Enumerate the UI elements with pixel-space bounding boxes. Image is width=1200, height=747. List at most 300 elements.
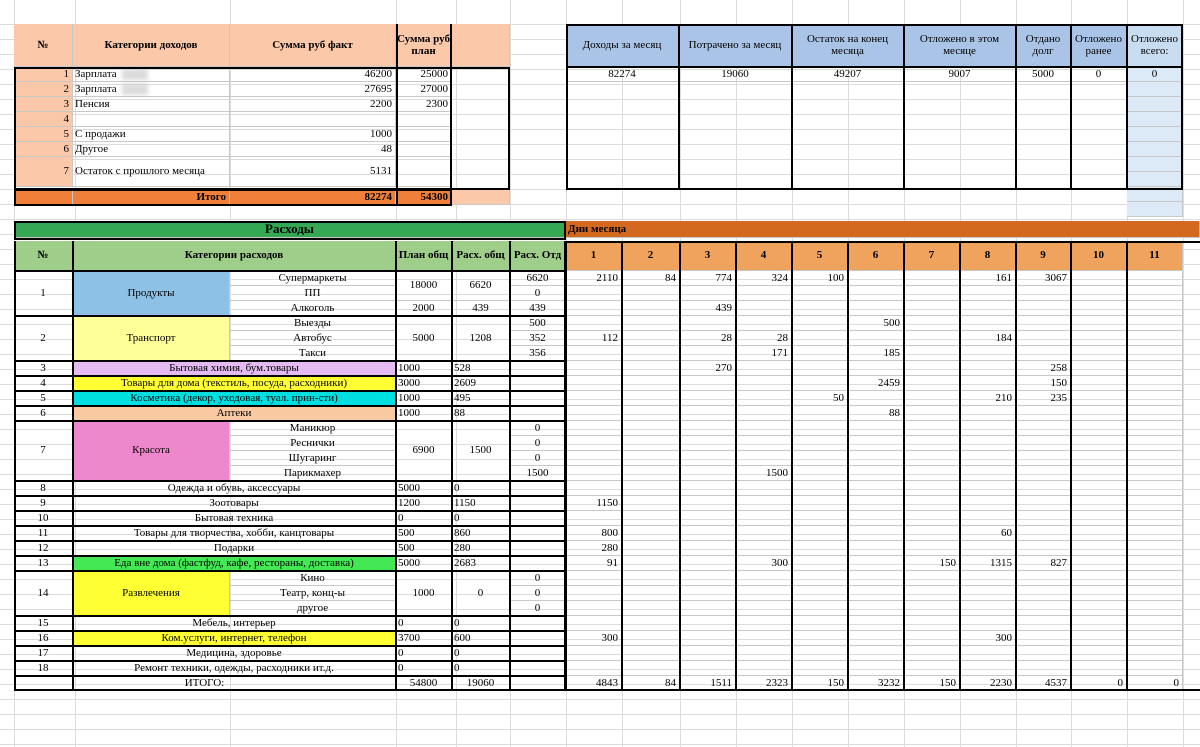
day-cell[interactable] <box>1127 316 1183 331</box>
day-cell[interactable] <box>736 316 792 331</box>
day-cell[interactable] <box>848 436 904 451</box>
day-cell[interactable] <box>904 631 960 646</box>
day-cell[interactable] <box>1071 466 1127 481</box>
day-cell[interactable] <box>736 421 792 436</box>
day-cell[interactable] <box>960 631 1016 646</box>
expense-category[interactable] <box>73 616 396 631</box>
day-cell[interactable] <box>792 391 848 406</box>
expense-category[interactable] <box>73 481 396 496</box>
income-total-blank[interactable] <box>452 190 510 205</box>
expense-plan[interactable] <box>396 376 452 391</box>
day-cell[interactable] <box>1071 601 1127 616</box>
day-cell[interactable] <box>904 496 960 511</box>
day-total[interactable] <box>1127 676 1183 691</box>
day-cell[interactable] <box>680 406 736 421</box>
income-row-name[interactable] <box>73 142 230 157</box>
day-cell[interactable] <box>848 586 904 601</box>
day-cell[interactable] <box>566 451 622 466</box>
expense-sub-val[interactable] <box>510 571 566 586</box>
summary-header-1[interactable] <box>566 24 679 67</box>
day-cell[interactable] <box>792 496 848 511</box>
day-cell[interactable] <box>622 316 680 331</box>
income-row-fact[interactable] <box>230 67 396 82</box>
day-cell[interactable] <box>904 571 960 586</box>
day-cell[interactable] <box>566 541 622 556</box>
income-row-num[interactable] <box>14 112 73 127</box>
day-cell[interactable] <box>848 631 904 646</box>
day-cell[interactable] <box>1071 526 1127 541</box>
day-cell[interactable] <box>848 316 904 331</box>
day-cell[interactable] <box>736 376 792 391</box>
expense-category[interactable] <box>73 631 396 646</box>
expense-sub-val[interactable] <box>510 586 566 601</box>
day-cell[interactable] <box>1127 526 1183 541</box>
summary-empty[interactable] <box>1127 97 1183 112</box>
day-cell[interactable] <box>792 271 848 286</box>
day-cell[interactable] <box>848 526 904 541</box>
day-cell[interactable] <box>848 271 904 286</box>
days-title[interactable] <box>566 221 1200 238</box>
day-cell[interactable] <box>904 616 960 631</box>
income-row-num[interactable] <box>14 157 73 187</box>
expense-sub-blank[interactable] <box>510 481 566 496</box>
day-cell[interactable] <box>848 361 904 376</box>
expense-category[interactable] <box>73 391 396 406</box>
day-cell[interactable] <box>622 631 680 646</box>
day-cell[interactable] <box>1071 391 1127 406</box>
summary-value-6[interactable] <box>1071 67 1127 82</box>
expense-sub-blank[interactable] <box>510 661 566 676</box>
day-total[interactable] <box>736 676 792 691</box>
day-cell[interactable] <box>792 511 848 526</box>
expense-spent[interactable] <box>452 511 510 526</box>
expense-plan[interactable] <box>396 391 452 406</box>
day-cell[interactable] <box>904 271 960 286</box>
expense-num[interactable] <box>14 616 73 631</box>
day-cell[interactable] <box>1127 661 1183 676</box>
expenses-total-spent[interactable] <box>452 676 510 691</box>
day-cell[interactable] <box>1071 346 1127 361</box>
expense-sub-name[interactable] <box>230 301 396 316</box>
day-cell[interactable] <box>1127 496 1183 511</box>
expense-category[interactable] <box>73 571 230 616</box>
day-cell[interactable] <box>904 646 960 661</box>
day-cell[interactable] <box>792 661 848 676</box>
day-cell[interactable] <box>960 346 1016 361</box>
day-cell[interactable] <box>680 526 736 541</box>
day-cell[interactable] <box>960 436 1016 451</box>
day-cell[interactable] <box>1016 436 1071 451</box>
expense-category[interactable] <box>73 556 396 571</box>
day-cell[interactable] <box>1127 601 1183 616</box>
summary-header-2[interactable] <box>679 24 792 67</box>
day-cell[interactable] <box>960 391 1016 406</box>
income-header-num[interactable] <box>14 24 73 67</box>
day-cell[interactable] <box>1071 376 1127 391</box>
day-cell[interactable] <box>1127 286 1183 301</box>
expenses-total-blank[interactable] <box>510 676 566 691</box>
day-cell[interactable] <box>622 346 680 361</box>
day-cell[interactable] <box>960 556 1016 571</box>
day-cell[interactable] <box>622 436 680 451</box>
expense-spent[interactable] <box>452 646 510 661</box>
expense-num[interactable] <box>14 406 73 421</box>
expense-sub-blank[interactable] <box>510 631 566 646</box>
day-cell[interactable] <box>736 571 792 586</box>
day-cell[interactable] <box>736 631 792 646</box>
day-cell[interactable] <box>904 406 960 421</box>
day-cell[interactable] <box>904 331 960 346</box>
day-cell[interactable] <box>792 451 848 466</box>
expense-num[interactable] <box>14 511 73 526</box>
day-cell[interactable] <box>622 616 680 631</box>
expense-category[interactable] <box>73 406 396 421</box>
day-cell[interactable] <box>736 466 792 481</box>
day-cell[interactable] <box>1071 511 1127 526</box>
day-cell[interactable] <box>960 571 1016 586</box>
expense-sub-name[interactable] <box>230 436 396 451</box>
day-total[interactable] <box>1071 676 1127 691</box>
expense-sub-blank[interactable] <box>510 361 566 376</box>
summary-value-2[interactable] <box>679 67 792 82</box>
income-total-plan[interactable] <box>396 190 452 205</box>
day-cell[interactable] <box>960 646 1016 661</box>
day-cell[interactable] <box>736 271 792 286</box>
day-cell[interactable] <box>680 436 736 451</box>
day-cell[interactable] <box>680 616 736 631</box>
day-cell[interactable] <box>622 271 680 286</box>
income-row-name[interactable] <box>73 67 230 82</box>
income-row-num[interactable] <box>14 82 73 97</box>
day-cell[interactable] <box>566 271 622 286</box>
summary-value-3[interactable] <box>792 67 904 82</box>
day-total[interactable] <box>792 676 848 691</box>
day-cell[interactable] <box>1127 376 1183 391</box>
income-header-blank[interactable] <box>452 24 510 67</box>
income-header-category[interactable] <box>73 24 230 67</box>
day-cell[interactable] <box>960 496 1016 511</box>
day-cell[interactable] <box>904 466 960 481</box>
day-cell[interactable] <box>566 376 622 391</box>
day-cell[interactable] <box>848 376 904 391</box>
day-cell[interactable] <box>848 466 904 481</box>
expense-sub-blank[interactable] <box>510 541 566 556</box>
day-cell[interactable] <box>1016 646 1071 661</box>
expense-plan[interactable] <box>396 631 452 646</box>
day-cell[interactable] <box>566 331 622 346</box>
expense-num[interactable] <box>14 376 73 391</box>
summary-value-7[interactable] <box>1127 67 1183 82</box>
day-cell[interactable] <box>792 376 848 391</box>
day-cell[interactable] <box>1071 631 1127 646</box>
day-cell[interactable] <box>680 571 736 586</box>
day-cell[interactable] <box>1127 586 1183 601</box>
day-cell[interactable] <box>680 421 736 436</box>
day-cell[interactable] <box>1016 541 1071 556</box>
day-cell[interactable] <box>566 511 622 526</box>
day-cell[interactable] <box>904 301 960 316</box>
day-cell[interactable] <box>1016 496 1071 511</box>
day-header-9[interactable] <box>1016 241 1071 271</box>
expense-spent[interactable] <box>452 391 510 406</box>
day-cell[interactable] <box>680 661 736 676</box>
day-cell[interactable] <box>622 511 680 526</box>
day-cell[interactable] <box>1016 301 1071 316</box>
day-cell[interactable] <box>622 286 680 301</box>
day-cell[interactable] <box>1127 511 1183 526</box>
day-cell[interactable] <box>622 466 680 481</box>
expenses-title[interactable] <box>14 221 566 238</box>
income-row-name[interactable] <box>73 97 230 112</box>
day-cell[interactable] <box>960 541 1016 556</box>
expense-spent[interactable] <box>452 316 510 361</box>
day-cell[interactable] <box>848 661 904 676</box>
expense-category[interactable] <box>73 496 396 511</box>
day-cell[interactable] <box>848 421 904 436</box>
summary-empty[interactable] <box>1127 127 1183 142</box>
income-row-num[interactable] <box>14 67 73 82</box>
income-row-plan[interactable] <box>396 112 452 127</box>
day-cell[interactable] <box>1016 406 1071 421</box>
day-cell[interactable] <box>904 391 960 406</box>
day-cell[interactable] <box>622 451 680 466</box>
expense-sub-name[interactable] <box>230 271 396 286</box>
expense-plan[interactable] <box>396 421 452 481</box>
day-cell[interactable] <box>680 541 736 556</box>
expense-spent[interactable] <box>452 556 510 571</box>
expense-sub-name[interactable] <box>230 421 396 436</box>
day-cell[interactable] <box>622 586 680 601</box>
day-cell[interactable] <box>1127 616 1183 631</box>
day-cell[interactable] <box>680 631 736 646</box>
expenses-header-num[interactable] <box>14 241 73 271</box>
expenses-header-spent[interactable] <box>452 241 510 271</box>
day-cell[interactable] <box>904 586 960 601</box>
expense-spent[interactable] <box>452 361 510 376</box>
expense-sub-name[interactable] <box>230 451 396 466</box>
day-cell[interactable] <box>1071 616 1127 631</box>
summary-value-1[interactable] <box>566 67 679 82</box>
day-cell[interactable] <box>680 586 736 601</box>
expense-sub-name[interactable] <box>230 466 396 481</box>
day-cell[interactable] <box>792 466 848 481</box>
day-cell[interactable] <box>566 346 622 361</box>
day-cell[interactable] <box>1071 436 1127 451</box>
day-cell[interactable] <box>848 541 904 556</box>
day-cell[interactable] <box>622 376 680 391</box>
day-cell[interactable] <box>792 586 848 601</box>
expense-plan[interactable] <box>396 526 452 541</box>
expense-category[interactable] <box>73 526 396 541</box>
day-cell[interactable] <box>736 601 792 616</box>
expense-spent[interactable] <box>452 631 510 646</box>
expense-num[interactable] <box>14 271 73 316</box>
day-cell[interactable] <box>960 271 1016 286</box>
expense-category[interactable] <box>73 376 396 391</box>
day-cell[interactable] <box>904 601 960 616</box>
day-cell[interactable] <box>736 646 792 661</box>
expense-plan[interactable] <box>396 496 452 511</box>
day-cell[interactable] <box>904 481 960 496</box>
expense-sub-val[interactable] <box>510 466 566 481</box>
summary-value-4[interactable] <box>904 67 1016 82</box>
day-cell[interactable] <box>904 556 960 571</box>
day-cell[interactable] <box>622 421 680 436</box>
day-cell[interactable] <box>848 496 904 511</box>
day-cell[interactable] <box>566 466 622 481</box>
expense-spent[interactable] <box>452 571 510 616</box>
day-cell[interactable] <box>566 301 622 316</box>
day-cell[interactable] <box>680 271 736 286</box>
day-cell[interactable] <box>1127 361 1183 376</box>
day-cell[interactable] <box>1127 346 1183 361</box>
expense-sub-val[interactable] <box>510 421 566 436</box>
summary-empty[interactable] <box>1127 157 1183 172</box>
day-cell[interactable] <box>1127 646 1183 661</box>
expense-plan[interactable] <box>396 361 452 376</box>
day-cell[interactable] <box>1016 331 1071 346</box>
day-cell[interactable] <box>566 631 622 646</box>
day-cell[interactable] <box>904 346 960 361</box>
day-cell[interactable] <box>1071 271 1127 286</box>
income-row-fact[interactable] <box>230 127 396 142</box>
day-cell[interactable] <box>566 286 622 301</box>
day-header-8[interactable] <box>960 241 1016 271</box>
day-cell[interactable] <box>622 406 680 421</box>
expenses-header-plan[interactable] <box>396 241 452 271</box>
day-cell[interactable] <box>622 361 680 376</box>
income-row-num[interactable] <box>14 127 73 142</box>
day-cell[interactable] <box>792 571 848 586</box>
day-cell[interactable] <box>1127 421 1183 436</box>
expense-plan[interactable] <box>396 301 452 316</box>
day-cell[interactable] <box>960 451 1016 466</box>
day-cell[interactable] <box>1016 616 1071 631</box>
expense-sub-name[interactable] <box>230 346 396 361</box>
expense-spent[interactable] <box>452 376 510 391</box>
expense-category[interactable] <box>73 661 396 676</box>
day-header-11[interactable] <box>1127 241 1183 271</box>
day-cell[interactable] <box>680 646 736 661</box>
day-cell[interactable] <box>566 406 622 421</box>
day-cell[interactable] <box>566 526 622 541</box>
summary-empty[interactable] <box>1127 187 1183 202</box>
day-cell[interactable] <box>680 346 736 361</box>
income-row-plan[interactable] <box>396 67 452 82</box>
summary-header-6[interactable] <box>1071 24 1127 67</box>
day-cell[interactable] <box>960 661 1016 676</box>
expense-num[interactable] <box>14 661 73 676</box>
day-cell[interactable] <box>1016 376 1071 391</box>
day-total[interactable] <box>904 676 960 691</box>
expense-spent[interactable] <box>452 271 510 301</box>
day-cell[interactable] <box>736 616 792 631</box>
day-cell[interactable] <box>566 661 622 676</box>
day-cell[interactable] <box>622 646 680 661</box>
day-cell[interactable] <box>1016 571 1071 586</box>
expense-sub-val[interactable] <box>510 451 566 466</box>
expense-spent[interactable] <box>452 661 510 676</box>
day-cell[interactable] <box>848 346 904 361</box>
expense-category[interactable] <box>73 541 396 556</box>
day-cell[interactable] <box>904 436 960 451</box>
day-cell[interactable] <box>848 511 904 526</box>
day-cell[interactable] <box>1016 601 1071 616</box>
expense-sub-val[interactable] <box>510 601 566 616</box>
day-cell[interactable] <box>736 526 792 541</box>
expense-plan[interactable] <box>396 541 452 556</box>
expenses-header-spent-sub[interactable] <box>510 241 566 271</box>
day-cell[interactable] <box>1127 556 1183 571</box>
day-cell[interactable] <box>1071 646 1127 661</box>
day-header-4[interactable] <box>736 241 792 271</box>
day-cell[interactable] <box>1127 451 1183 466</box>
day-cell[interactable] <box>736 331 792 346</box>
expense-plan[interactable] <box>396 646 452 661</box>
day-cell[interactable] <box>680 601 736 616</box>
day-cell[interactable] <box>792 556 848 571</box>
day-cell[interactable] <box>904 316 960 331</box>
day-cell[interactable] <box>1127 481 1183 496</box>
summary-header-3[interactable] <box>792 24 904 67</box>
income-row-name[interactable] <box>73 127 230 142</box>
day-cell[interactable] <box>1127 571 1183 586</box>
expense-spent[interactable] <box>452 481 510 496</box>
expense-plan[interactable] <box>396 316 452 361</box>
day-cell[interactable] <box>1016 631 1071 646</box>
day-header-5[interactable] <box>792 241 848 271</box>
expense-sub-blank[interactable] <box>510 406 566 421</box>
day-cell[interactable] <box>960 616 1016 631</box>
day-cell[interactable] <box>1071 556 1127 571</box>
day-cell[interactable] <box>1127 331 1183 346</box>
day-cell[interactable] <box>792 481 848 496</box>
day-cell[interactable] <box>1127 541 1183 556</box>
day-cell[interactable] <box>848 481 904 496</box>
day-cell[interactable] <box>1127 406 1183 421</box>
day-cell[interactable] <box>1016 556 1071 571</box>
day-cell[interactable] <box>736 451 792 466</box>
day-cell[interactable] <box>904 541 960 556</box>
expense-category[interactable] <box>73 421 230 481</box>
expense-num[interactable] <box>14 361 73 376</box>
income-total-label[interactable] <box>73 190 230 205</box>
day-cell[interactable] <box>736 361 792 376</box>
day-cell[interactable] <box>566 421 622 436</box>
day-cell[interactable] <box>622 331 680 346</box>
day-cell[interactable] <box>680 361 736 376</box>
expense-sub-val[interactable] <box>510 436 566 451</box>
income-row-fact[interactable] <box>230 112 396 127</box>
expense-plan[interactable] <box>396 616 452 631</box>
income-total-fact[interactable] <box>230 190 396 205</box>
expense-sub-blank[interactable] <box>510 526 566 541</box>
income-row-num[interactable] <box>14 142 73 157</box>
day-cell[interactable] <box>736 496 792 511</box>
expense-sub-val[interactable] <box>510 316 566 331</box>
day-cell[interactable] <box>1016 481 1071 496</box>
expense-spent[interactable] <box>452 406 510 421</box>
income-row-name[interactable] <box>73 82 230 97</box>
day-cell[interactable] <box>792 436 848 451</box>
expense-sub-name[interactable] <box>230 331 396 346</box>
expense-sub-name[interactable] <box>230 316 396 331</box>
day-cell[interactable] <box>566 391 622 406</box>
day-cell[interactable] <box>736 481 792 496</box>
day-cell[interactable] <box>736 391 792 406</box>
summary-empty[interactable] <box>1127 142 1183 157</box>
day-cell[interactable] <box>1016 421 1071 436</box>
